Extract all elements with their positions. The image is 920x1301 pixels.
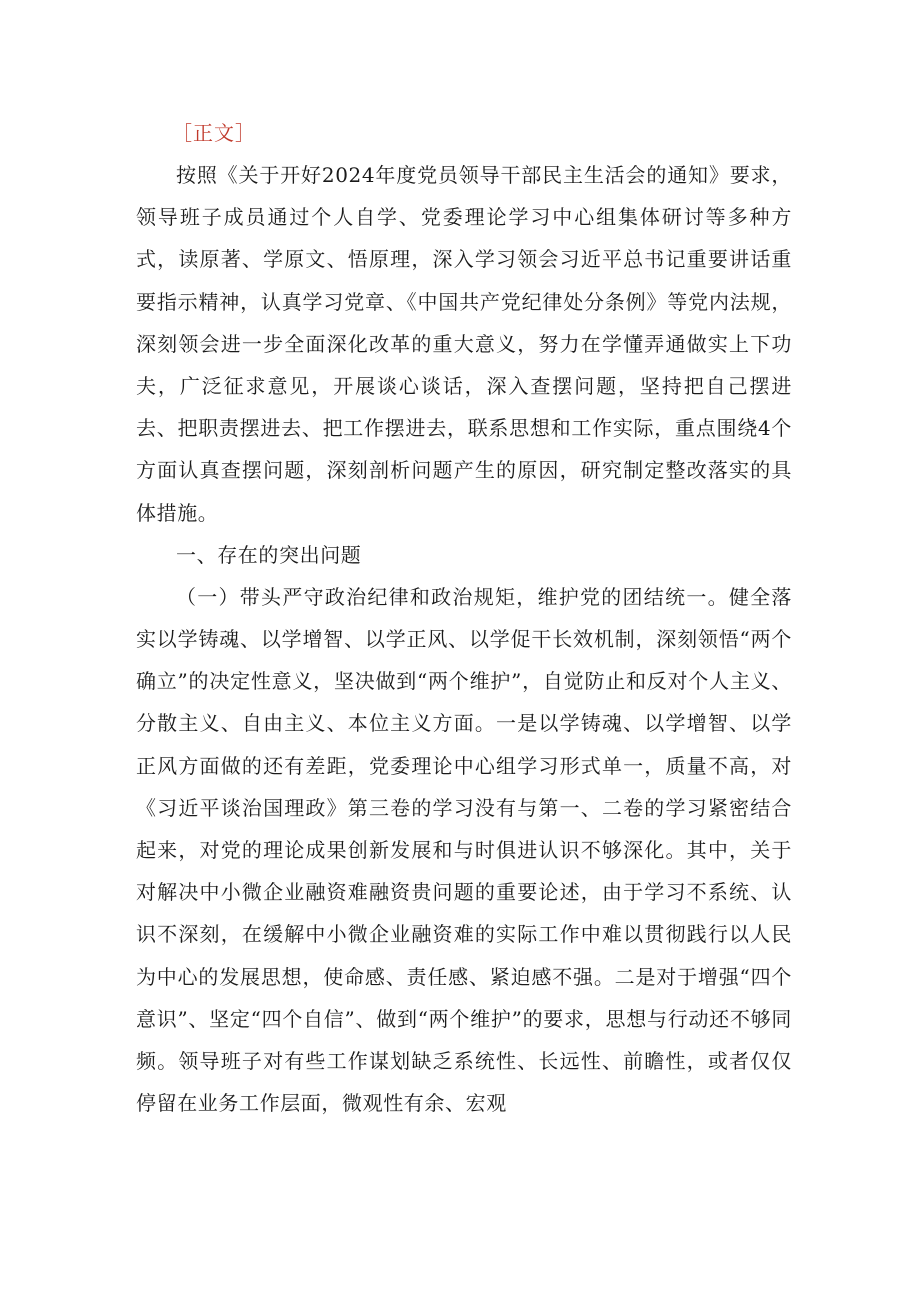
intro-paragraph: 按照《关于开好2024年度党员领导干部民主生活会的通知》要求，领导班子成员通过个人自学、党委理论学习中心组集体研讨等多种方式，读原著、学原文、悟原理，深入学习领会习近平总书记重要讲话重要指示精神，认真学习党章、《中国共产党纪律处分条例》等党内法规，深刻领会进一步全面深化改革的重大意义，努力在学懂弄通做实上下功夫，广泛征求意见，开展谈心谈话，深入查摆问题，坚持把自己摆进去、把职责摆进去、把工作摆进去，联系思想和工作实际，重点围绕4个方面认真查摆问题，深刻剖析问题产生的原因，研究制定整改落实的具体措施。: [136, 163, 792, 525]
section-tag: ［正文］: [172, 121, 256, 145]
document-body: [136, 112, 792, 1124]
section-heading: 一、存在的突出问题: [176, 542, 362, 567]
body-paragraph: （一）带头严守政治纪律和政治规矩，维护党的团结统一。健全落实以学铸魂、以学增智、以学正风、以学促干长效机制，深刻领悟“两个确立”的决定性意义，坚决做到“两个维护”，自觉防止和反对个人主义、分散主义、自由主义、本位主义方面。一是以学铸魂、以学增智、以学正风方面做的还有差距，党委理论中心组学习形式单一，质量不高，对《习近平谈治国理政》第三卷的学习没有与第一、二卷的学习紧密结合起来，对党的理论成果创新发展和与时俱进认识不够深化。其中，关于对解决中小微企业融资难融资贵问题的重要论述，由于学习不系统、认识不深刻，在缓解中小微企业融资难的实际工作中难以贯彻践行以人民为中心的发展思想，使命感、责任感、紧迫感不强。二是对于增强“四个意识”、坚定“四个自信”、做到“两个维护”的要求，思想与行动还不够同频。领导班子对有些工作谋划缺乏系统性、长远性、前瞻性，或者仅仅停留在业务工作层面，微观性有余、宏观: [136, 584, 792, 1116]
